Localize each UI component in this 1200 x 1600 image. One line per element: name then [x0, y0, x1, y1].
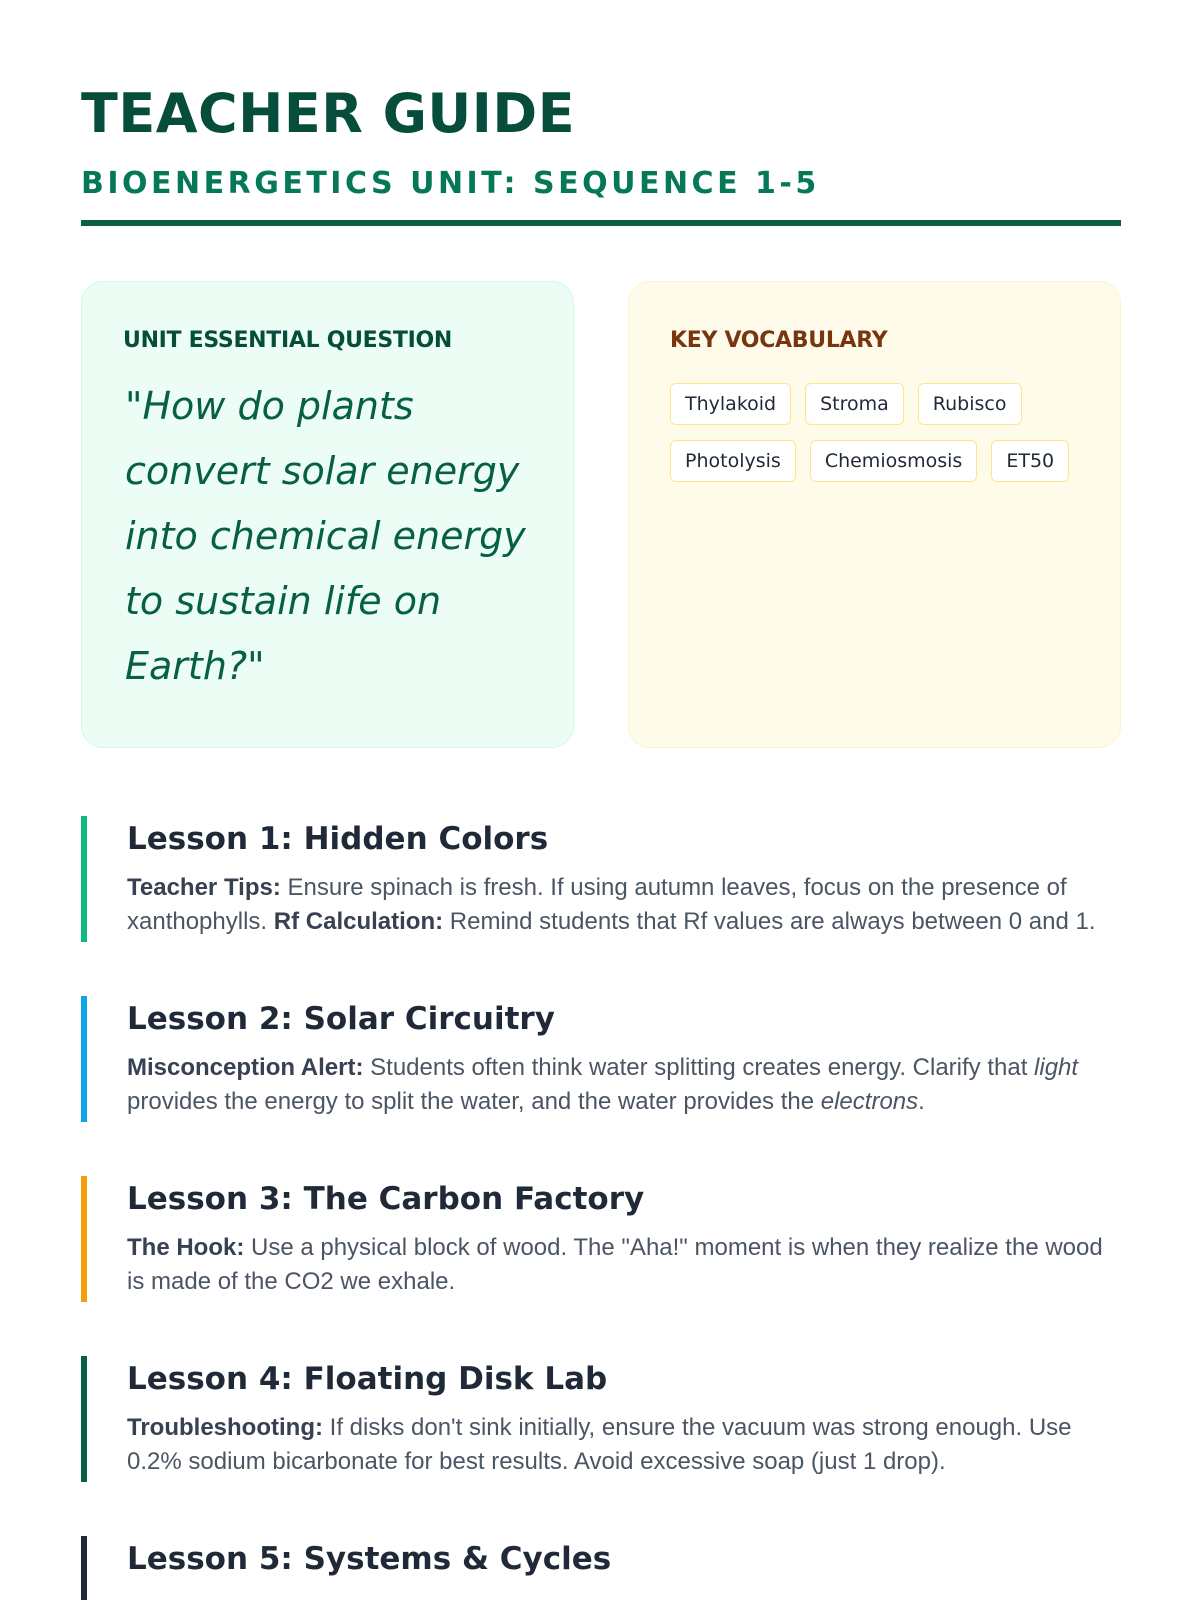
lesson-2-text-3: .: [918, 1088, 925, 1115]
vocabulary-tag-thylakoid: Thylakoid: [670, 383, 791, 425]
lesson-1-rf-label: Rf Calculation:: [273, 908, 444, 935]
lesson-3-hook-label: The Hook:: [127, 1234, 245, 1261]
lesson-5: [81, 1536, 1121, 1579]
lesson-1: [81, 816, 1121, 939]
lesson-2-text-1: Students often think water splitting creates energy. Clarify that: [363, 1054, 1035, 1081]
page-subtitle: BIOENERGETICS UNIT: SEQUENCE 1-5: [81, 166, 820, 201]
lesson-3-title: Lesson 3: The Carbon Factory: [127, 1181, 645, 1217]
vocabulary-tag-chemiosmosis: Chemiosmosis: [810, 440, 978, 482]
vocabulary-tag-et50: ET50: [991, 440, 1069, 482]
lesson-4-title: Lesson 4: Floating Disk Lab: [127, 1361, 608, 1397]
title-divider: [81, 220, 1121, 226]
lesson-2-emphasis-electrons: electrons: [820, 1088, 919, 1115]
lesson-2-text-2: provides the energy to split the water, and the water provides the: [127, 1088, 821, 1115]
lesson-3-accent-bar: [81, 1176, 87, 1302]
essential-question-heading: UNIT ESSENTIAL QUESTION: [123, 328, 453, 353]
key-vocabulary-heading: KEY VOCABULARY: [670, 328, 888, 353]
lesson-5-accent-bar: [81, 1536, 87, 1600]
key-vocabulary-card: [628, 281, 1121, 748]
lesson-1-title: Lesson 1: Hidden Colors: [127, 821, 549, 857]
lesson-2: [81, 996, 1121, 1119]
lesson-3-hook-text: Use a physical block of wood. The "Aha!" moment is when they realize the wood is made of the CO2 we exhale.: [127, 1234, 1103, 1295]
page-title: TEACHER GUIDE: [81, 82, 576, 145]
lesson-4-troubleshooting-text: If disks don't sink initially, ensure the vacuum was strong enough. Use 0.2% sodium bicarbonate for best results. Avoid excessive soap (just 1 drop).: [127, 1414, 1072, 1475]
vocabulary-tag-stroma: Stroma: [805, 383, 904, 425]
vocabulary-tag-rubisco: Rubisco: [918, 383, 1022, 425]
vocabulary-tag-photolysis: Photolysis: [670, 440, 796, 482]
lesson-4: [81, 1356, 1121, 1479]
lesson-2-notes: [127, 1051, 1121, 1119]
essential-question-card: [81, 281, 574, 748]
lesson-1-tips-label: Teacher Tips:: [127, 874, 281, 901]
lesson-1-notes: [127, 871, 1121, 939]
lesson-3: [81, 1176, 1121, 1299]
vocabulary-tag-list: [670, 383, 1090, 482]
lesson-5-title: Lesson 5: Systems & Cycles: [127, 1541, 612, 1577]
lesson-3-notes: [127, 1231, 1121, 1299]
lesson-2-emphasis-light: light: [1034, 1054, 1079, 1081]
lesson-1-accent-bar: [81, 816, 87, 942]
lesson-2-title: Lesson 2: Solar Circuitry: [127, 1001, 555, 1037]
essential-question-text: "How do plants convert solar energy into chemical energy to sustain life on Earth?": [125, 384, 526, 688]
lesson-2-accent-bar: [81, 996, 87, 1122]
lesson-1-tips-text: Ensure spinach is fresh. If using autumn leaves, focus on the presence of xanthophylls.: [127, 874, 1067, 935]
lesson-2-misconception-label: Misconception Alert:: [127, 1054, 364, 1081]
lesson-4-notes: [127, 1411, 1121, 1479]
lesson-4-troubleshooting-label: Troubleshooting:: [127, 1414, 323, 1441]
lesson-4-accent-bar: [81, 1356, 87, 1482]
lesson-1-rf-text: Remind students that Rf values are always between 0 and 1.: [443, 908, 1096, 935]
